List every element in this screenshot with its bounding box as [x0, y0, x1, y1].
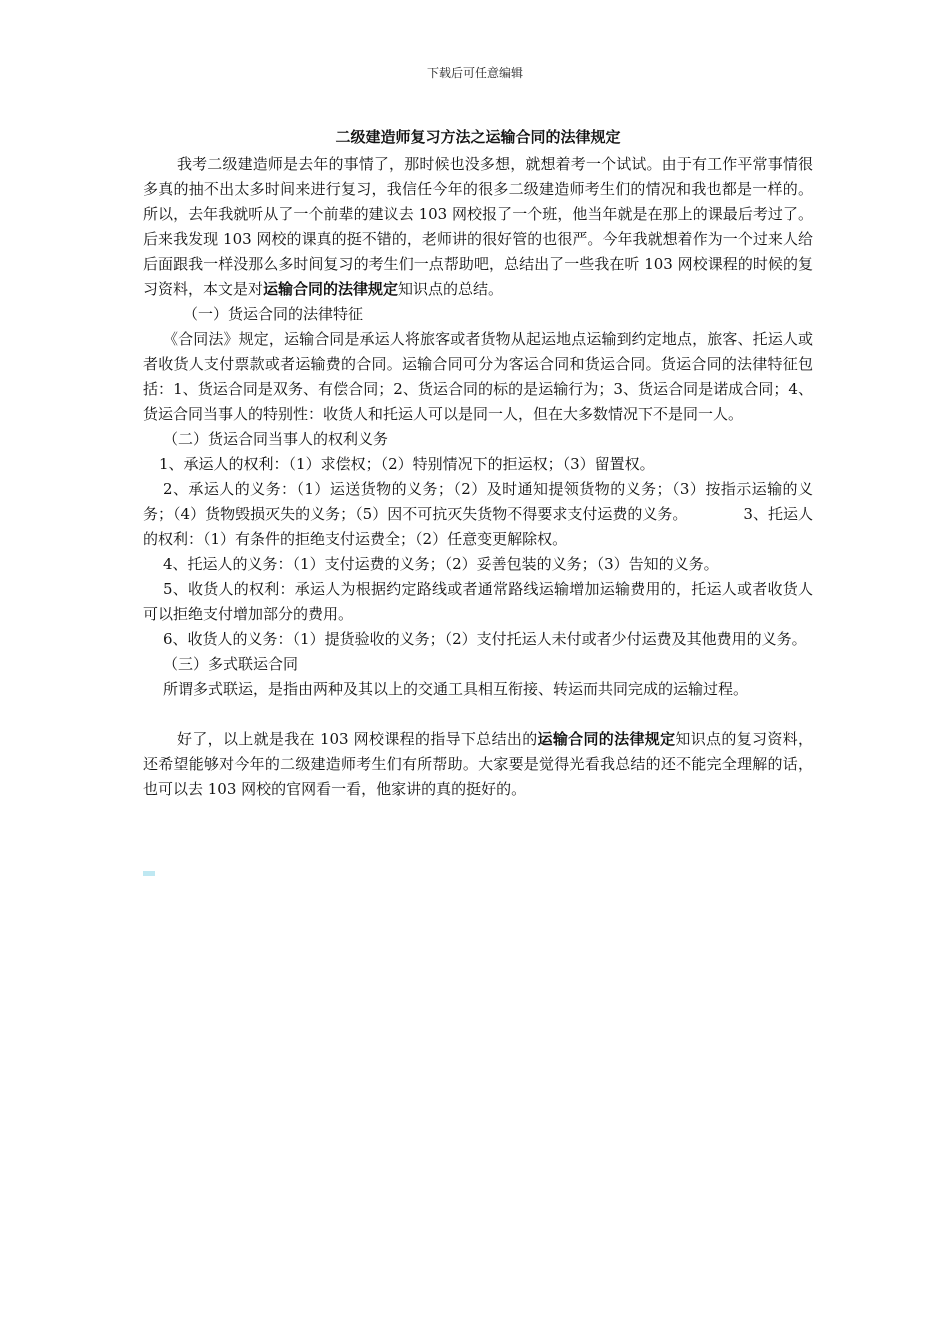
section2-item6: 6、收货人的义务：（1）提货验收的义务；（2）支付托运人未付或者少付运费及其他费用的义务。 [163, 630, 807, 648]
blank-line [143, 702, 813, 727]
section2-item2-text: 2、承运人的义务：（1）运送货物的义务；（2）及时通知提领货物的义务；（3）按指示运输的义务；（4）货物毁损灭失的义务；（5）因不可抗灭失货物不得要求支付运费的义务。 [143, 480, 813, 523]
intro-text-before: 我考二级建造师是去年的事情了，那时候也没多想，就想着考一个试试。由于有工作平常事情很多真的抽不出太多时间来进行复习，我信任今年的很多二级建造师考生们的情况和我也都是一样的。所以，去年我就听从了一个前辈的建议去 103 网校报了一个班，他当年就是在那上的课最后考过了。后来我发现 103 网校的课真的挺不错的，老师讲的很好管的也很严。今年我就想着作为一个过来人给后面跟我一样没那么多时间复习的考生们一点帮助吧，总结出了一些我在听 103 网校课程的时候的复习资料，本文是对 [143, 155, 813, 298]
closing-bold-topic: 运输合同的法律规定 [537, 730, 676, 748]
closing-text-before: 好了，以上就是我在 103 网校课程的指导下总结出的 [177, 730, 538, 748]
section2-heading: （二）货运合同当事人的权利义务 [163, 430, 389, 448]
header-note: 下载后可任意编辑 [426, 66, 523, 80]
intro-paragraph [143, 152, 813, 302]
text-cursor-mark [143, 871, 155, 876]
closing-paragraph [143, 727, 813, 802]
closing-text-after: 知识点的复习资料，还希望能够对今年的二级建造师考生们有所帮助。大家要是觉得光看我总结的还不能完全理解的话，也可以去 103 网校的官网看一看，他家讲的真的挺好的。 [143, 730, 813, 798]
intro-text-after: 知识点的总结。 [398, 280, 504, 298]
section1-heading: （一）货运合同的法律特征 [183, 305, 364, 323]
intro-bold-topic: 运输合同的法律规定 [263, 280, 399, 298]
section2-item1: 1、承运人的权利：（1）求偿权；（2）特别情况下的拒运权；（3）留置权。 [159, 455, 655, 473]
section3-body: 所谓多式联运，是指由两种及其以上的交通工具相互衔接、转运而共同完成的运输过程。 [163, 680, 749, 698]
section2-item2 [143, 477, 813, 552]
section2-item5: 5、收货人的权利：承运人为根据约定路线或者通常路线运输增加运输费用的，托运人或者收货人可以拒绝支付增加部分的费用。 [143, 580, 813, 623]
section1-body: 《合同法》规定，运输合同是承运人将旅客或者货物从起运地点运输到约定地点，旅客、托运人或者收货人支付票款或者运输费的合同。运输合同可分为客运合同和货运合同。货运合同的法律特征包括：1、货运合同是双务、有偿合同；2、货运合同的标的是运输行为；3、货运合同是诺成合同；4、货运合同当事人的特别性：收货人和托运人可以是同一人，但在大多数情况下不是同一人。 [143, 330, 813, 423]
section2-item3-text: 3、托运人的权利：（1）有条件的拒绝支付运费全；（2）任意变更解除权。 [143, 505, 814, 548]
document-title: 二级建造师复习方法之运输合同的法律规定 [335, 128, 621, 146]
section3-heading: （三）多式联运合同 [163, 655, 299, 673]
document-body [143, 126, 813, 802]
section2-item4: 4、托运人的义务：（1）支付运费的义务；（2）妥善包装的义务；（3）告知的义务。 [163, 555, 719, 573]
